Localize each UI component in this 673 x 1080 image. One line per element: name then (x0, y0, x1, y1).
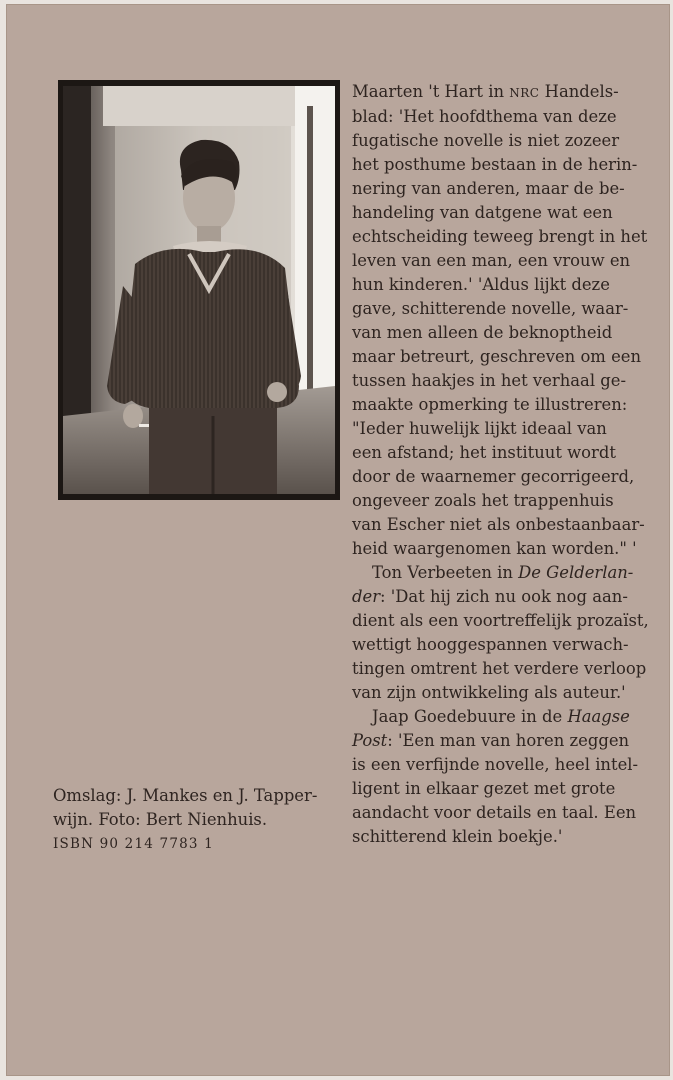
review-text: van men alleen de beknoptheid (352, 323, 613, 342)
publication-name: Post (352, 731, 388, 750)
cover-design-credit: Omslag: J. Mankes en J. Tapper- (53, 786, 318, 805)
review-text: handeling van datgene wat een (352, 203, 613, 222)
author-photo (63, 86, 335, 494)
review-line (352, 369, 652, 393)
review-text: wettigt hooggespannen verwach- (352, 635, 629, 654)
review-line (352, 537, 652, 561)
review-text: leven van een man, een vrouw en (352, 251, 631, 270)
review-text: : 'Een man van horen zeggen (387, 731, 630, 750)
review-text: "Ieder huwelijk lijkt ideaal van (352, 419, 607, 438)
review-line (352, 561, 652, 585)
review-line (352, 729, 652, 753)
review-text: ongeveer zoals het trappenhuis (352, 491, 614, 510)
review-line (352, 129, 652, 153)
review-text: schitterend klein boekje.' (352, 827, 563, 846)
review-line (352, 225, 652, 249)
review-line (352, 609, 652, 633)
author-photo-frame (58, 80, 340, 500)
review-line (352, 585, 652, 609)
review-line (352, 801, 652, 825)
review-line (352, 249, 652, 273)
review-text: echtscheiding teweeg brengt in het (352, 227, 648, 246)
review-text: dient als een voortreffelijk prozaïst, (352, 611, 649, 630)
credits-block (53, 784, 343, 856)
review-text: is een verfijnde novelle, heel intel- (352, 755, 639, 774)
publication-name: Haagse (567, 707, 630, 726)
review-line (352, 465, 652, 489)
review-text: gave, schitterende novelle, waar- (352, 299, 629, 318)
review-text: Maarten 't Hart in (352, 82, 510, 101)
review-text: Ton Verbeeten in (372, 563, 519, 582)
publication-name: der (352, 587, 381, 606)
review-line (352, 513, 652, 537)
review-line (352, 753, 652, 777)
review-text: het posthume bestaan in de herin- (352, 155, 638, 174)
review-line (352, 321, 652, 345)
review-line (352, 417, 652, 441)
review-text: fugatische novelle is niet zozeer (352, 131, 620, 150)
review-text: van Escher niet als onbestaanbaar- (352, 515, 645, 534)
review-line (352, 201, 652, 225)
review-line (352, 345, 652, 369)
review-text: tussen haakjes in het verhaal ge- (352, 371, 627, 390)
publication-abbrev: NRC (509, 86, 540, 100)
review-line (352, 441, 652, 465)
review-text: maakte opmerking te illustreren: (352, 395, 628, 414)
review-line (352, 705, 652, 729)
review-line (352, 80, 652, 105)
book-back-cover (6, 4, 670, 1076)
review-line (352, 777, 652, 801)
review-line (352, 393, 652, 417)
review-line (352, 105, 652, 129)
publication-name: De Gelderlan- (518, 563, 634, 582)
photo-credit: wijn. Foto: Bert Nienhuis. (53, 810, 268, 829)
review-text: nering van anderen, maar de be- (352, 179, 625, 198)
isbn-number: ISBN 90 214 7783 1 (53, 836, 214, 852)
review-line (352, 489, 652, 513)
review-text: van zijn ontwikkeling als auteur.' (352, 683, 626, 702)
review-text: door de waarnemer gecorrigeerd, (352, 467, 635, 486)
review-line (352, 633, 652, 657)
review-quotes (352, 80, 652, 849)
review-text: hun kinderen.' 'Aldus lijkt deze (352, 275, 610, 294)
review-text: Handels- (539, 82, 619, 101)
review-text: blad: 'Het hoofdthema van deze (352, 107, 617, 126)
review-text: : 'Dat hij zich nu ook nog aan- (380, 587, 628, 606)
review-line (352, 681, 652, 705)
review-text: heid waargenomen kan worden." ' (352, 539, 637, 558)
review-text: ligent in elkaar gezet met grote (352, 779, 616, 798)
review-line (352, 825, 652, 849)
review-line (352, 657, 652, 681)
review-text: een afstand; het instituut wordt (352, 443, 616, 462)
review-line (352, 273, 652, 297)
review-text: aandacht voor details en taal. Een (352, 803, 637, 822)
review-line (352, 153, 652, 177)
review-line (352, 177, 652, 201)
review-line (352, 297, 652, 321)
review-text: tingen omtrent het verdere verloop (352, 659, 647, 678)
review-text: Jaap Goedebuure in de (372, 707, 568, 726)
review-text: maar betreurt, geschreven om een (352, 347, 642, 366)
